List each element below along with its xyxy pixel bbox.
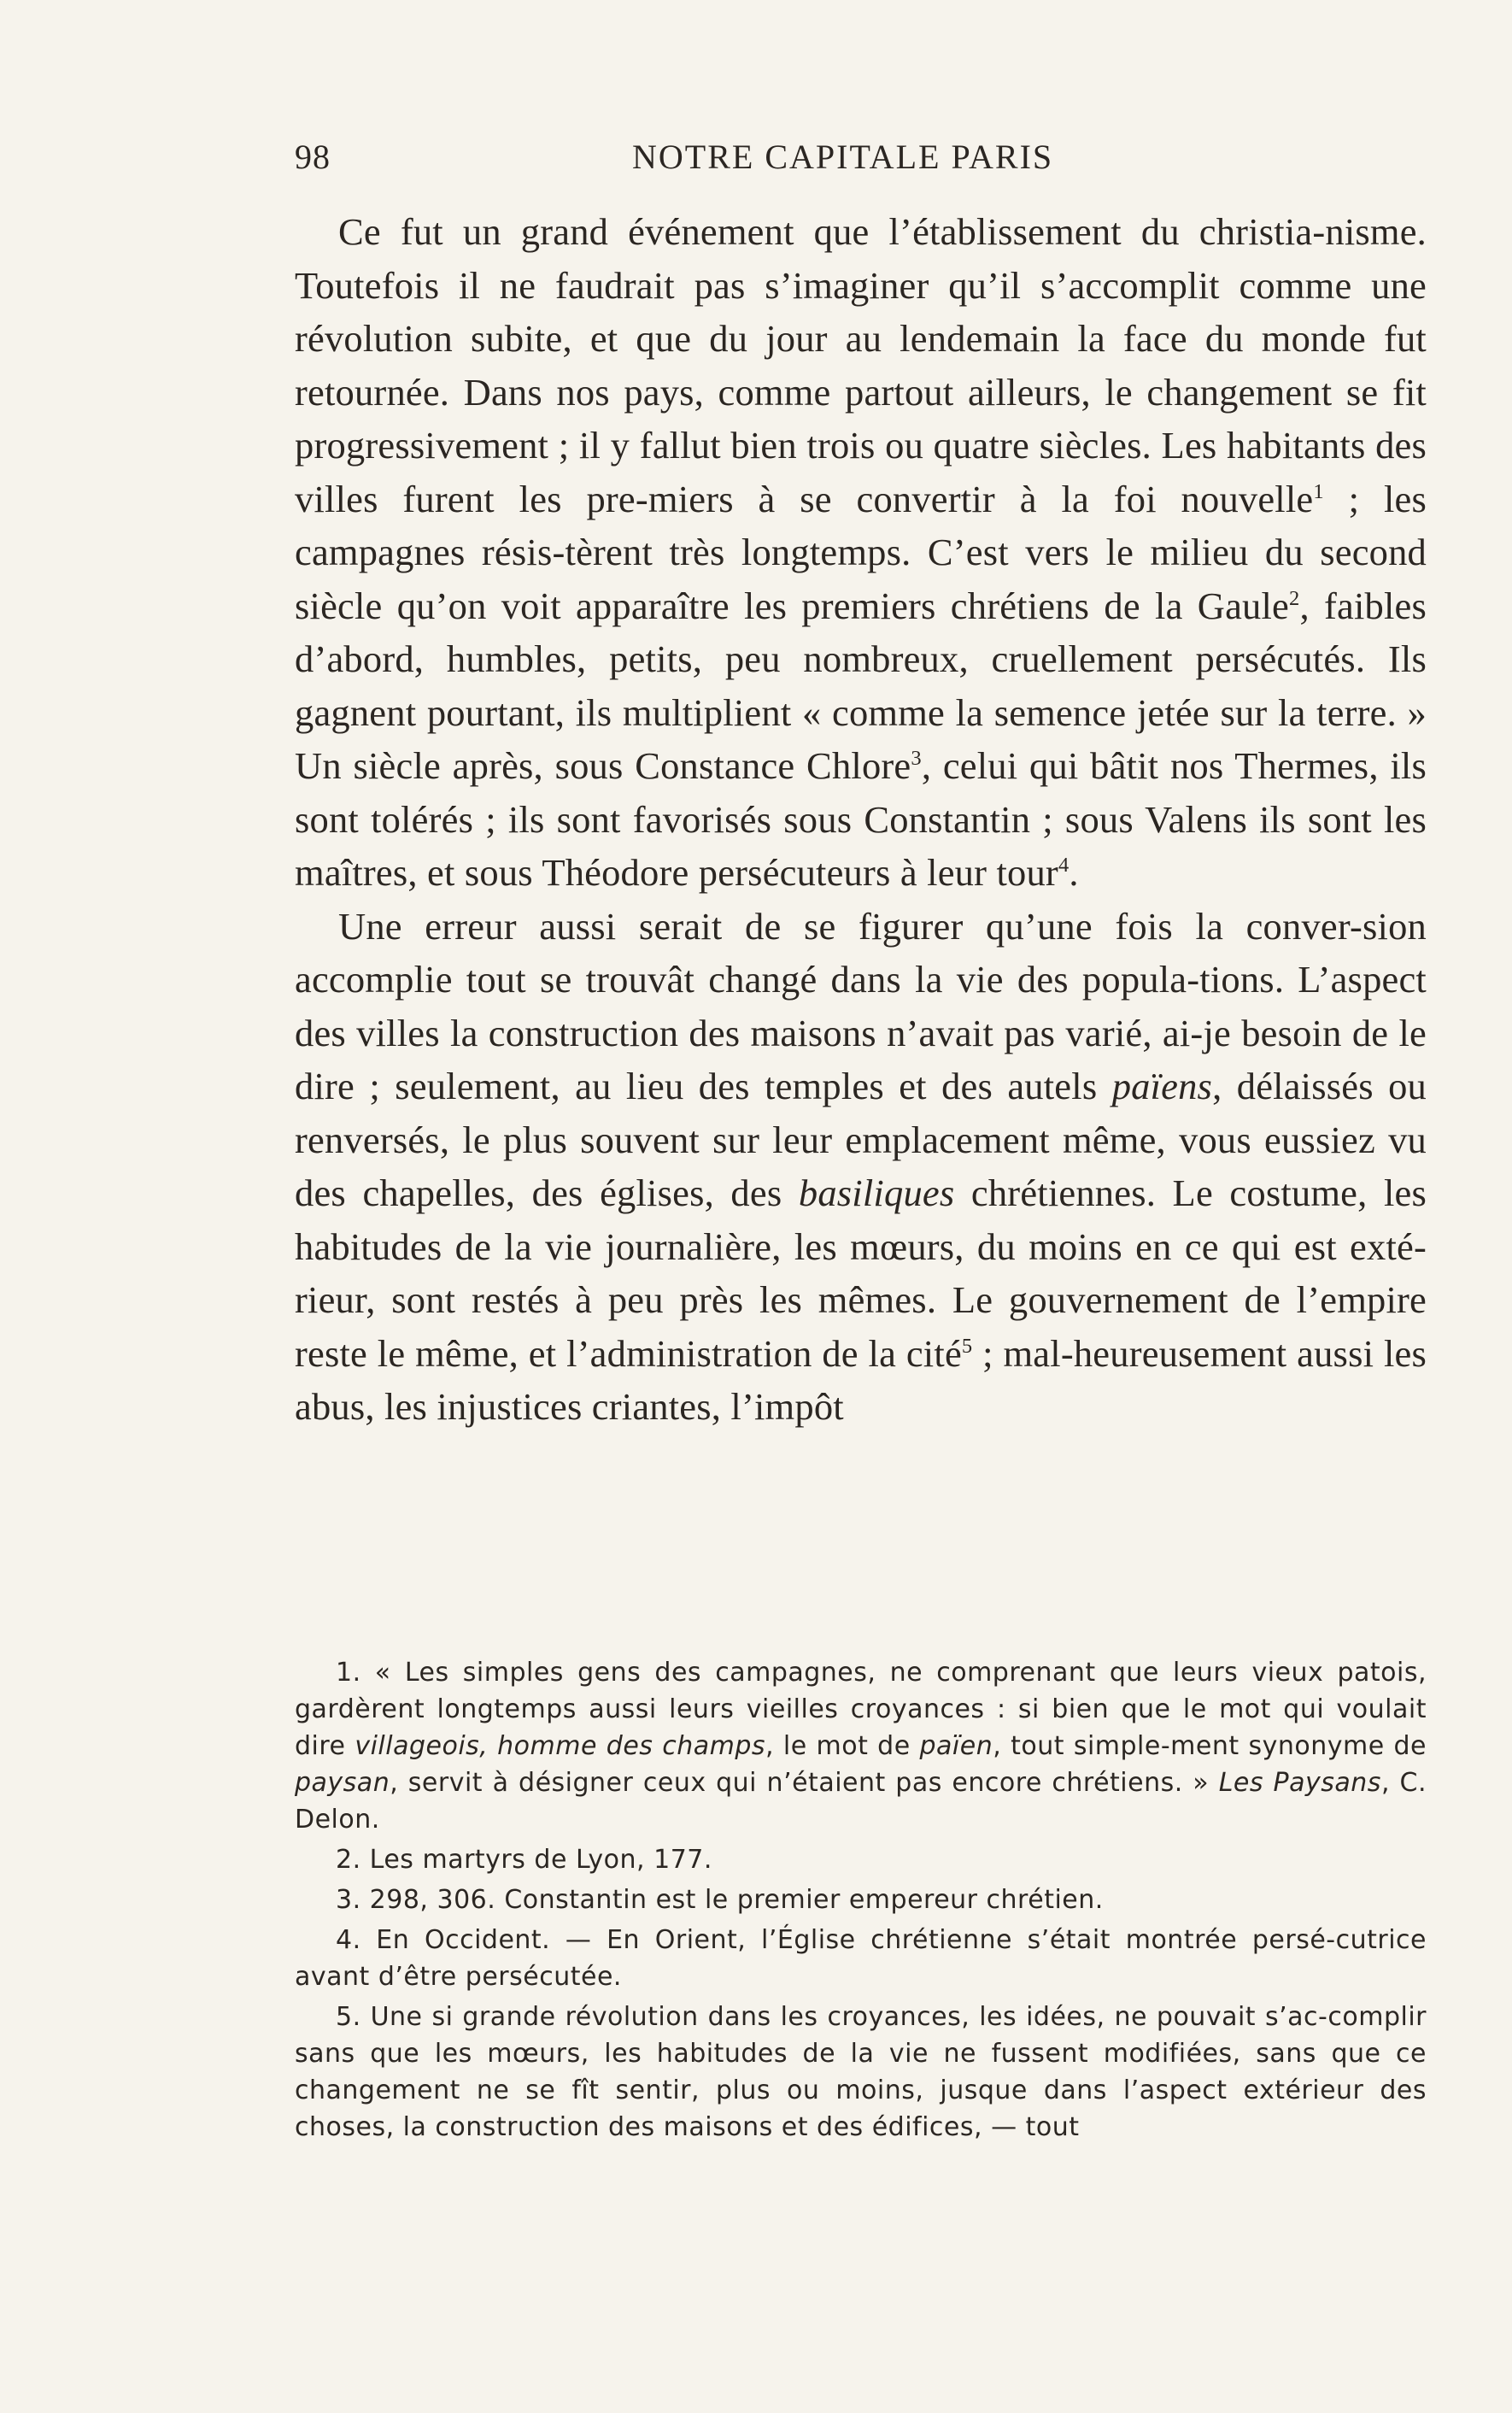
paragraph-1-text-3: , faibles d’abord, humbles, petits, peu nombreux, cruellement persécutés. Ils gagnent pourtant, ils multiplient « comme la semence jetée sur la terre. » Un siècle après, sous Constance Chlore (295, 584, 1427, 787)
footnote-ref-1: 1 (1313, 479, 1324, 503)
footnote-4: 4. En Occident. — En Orient, l’Église chrétienne s’était montrée persé-cutrice avant d’être persécutée. (295, 1925, 1427, 1992)
footnote-2: 2. Les martyrs de Lyon, 177. (336, 1845, 712, 1875)
paragraph-2-text-2: , délaissés ou renversés, le plus souvent sur leur emplacement même, vous eussiez vu des chapelles, des églises, des (295, 1065, 1427, 1214)
footnote-ref-2: 2 (1289, 586, 1300, 610)
paragraph-1 (295, 205, 1427, 900)
paragraph-2 (295, 900, 1427, 1434)
footnote-ref-5: 5 (961, 1334, 973, 1358)
paragraph-2-italic-1: païens (1111, 1065, 1213, 1107)
book-title: NOTRE CAPITALE PARIS (632, 138, 1054, 176)
paragraph-1-text-1: Ce fut un grand événement que l’établissement du christia-nisme. Toutefois il ne faudrait pas s’imaginer qu’il s’accomplit comme une révolution subite, et que du jour au lendemain la face du monde fut retournée. Dans nos pays, comme partout ailleurs, le changement se fit progressivement ; il y fallut bien trois ou quatre siècles. Les habitants des villes furent les pre-miers à se convertir à la foi nouvelle (295, 210, 1427, 520)
paragraph-2-text-1: Une erreur aussi serait de se figurer qu’une fois la conver-sion accomplie tout se trouvât changé dans la vie des popula-tions. L’aspect des villes la construction des maisons n’avait pas varié, ai-je besoin de le dire ; seulement, au lieu des temples et des autels (295, 904, 1427, 1107)
paragraph-1-text-4: , celui qui bâtit nos Thermes, ils sont tolérés ; ils sont favorisés sous Constantin ; sous Valens ils sont les maîtres, et sous Théodore persécuteurs à leur tour (295, 744, 1427, 894)
paragraph-2-text-3: chrétiennes. Le costume, les habitudes de la vie journalière, les mœurs, du moins en ce qui est exté-rieur, sont restés à peu près les mêmes. Le gouvernement de l’empire reste le même, et l’administration de la cité (295, 1171, 1427, 1375)
footnote-ref-3: 3 (911, 747, 922, 771)
page-number: 98 (295, 138, 331, 176)
paragraph-2-text-4: ; mal-heureusement aussi les abus, les injustices criantes, l’impôt (295, 1331, 1427, 1428)
footnote-1-italic-1: villageois, homme des champs (355, 1731, 766, 1761)
main-text (295, 205, 1427, 1434)
footnote-1-italic-2: païen (919, 1731, 993, 1761)
footnote-1-italic-3: paysan (295, 1768, 390, 1798)
footnote-3: 3. 298, 306. Constantin est le premier empereur chrétien. (336, 1885, 1104, 1915)
footnote-5: 5. Une si grande révolution dans les croyances, les idées, ne pouvait s’ac-complir sans que les mœurs, les habitudes de la vie ne fussent modifiées, sans que ce changement ne se fît sentir, plus ou moins, jusque dans l’aspect extérieur des choses, la construction des maisons et des édifices, — tout (295, 2002, 1427, 2142)
footnotes (295, 1654, 1427, 2146)
footnote-1-text-3: , tout simple-ment synonyme de (993, 1731, 1427, 1761)
footnote-1-italic-4: Les Paysans (1218, 1768, 1381, 1798)
footnote-1-text-4: , servit à désigner ceux qui n’étaient pas encore chrétiens. » (390, 1768, 1219, 1798)
footnote-1-text-1: 1. « Les simples gens des campagnes, ne comprenant que leurs vieux patois, gardèrent longtemps aussi leurs vieilles croyances : si bien que le mot qui voulait dire (295, 1658, 1427, 1761)
footnote-ref-4: 4 (1058, 854, 1070, 878)
paragraph-1-text-2: ; les campagnes résis-tèrent très longtemps. C’est vers le milieu du second siècle qu’on voit apparaître les premiers chrétiens de la Gaule (295, 477, 1427, 627)
footnote-1-text-2: , le mot de (765, 1731, 920, 1761)
running-head (295, 137, 1427, 179)
footnote-1-text-5: , C. Delon. (295, 1768, 1427, 1835)
footnote-1 (295, 1654, 1427, 1838)
paragraph-2-italic-2: basiliques (798, 1171, 955, 1214)
paragraph-1-text-5: . (1069, 851, 1079, 894)
